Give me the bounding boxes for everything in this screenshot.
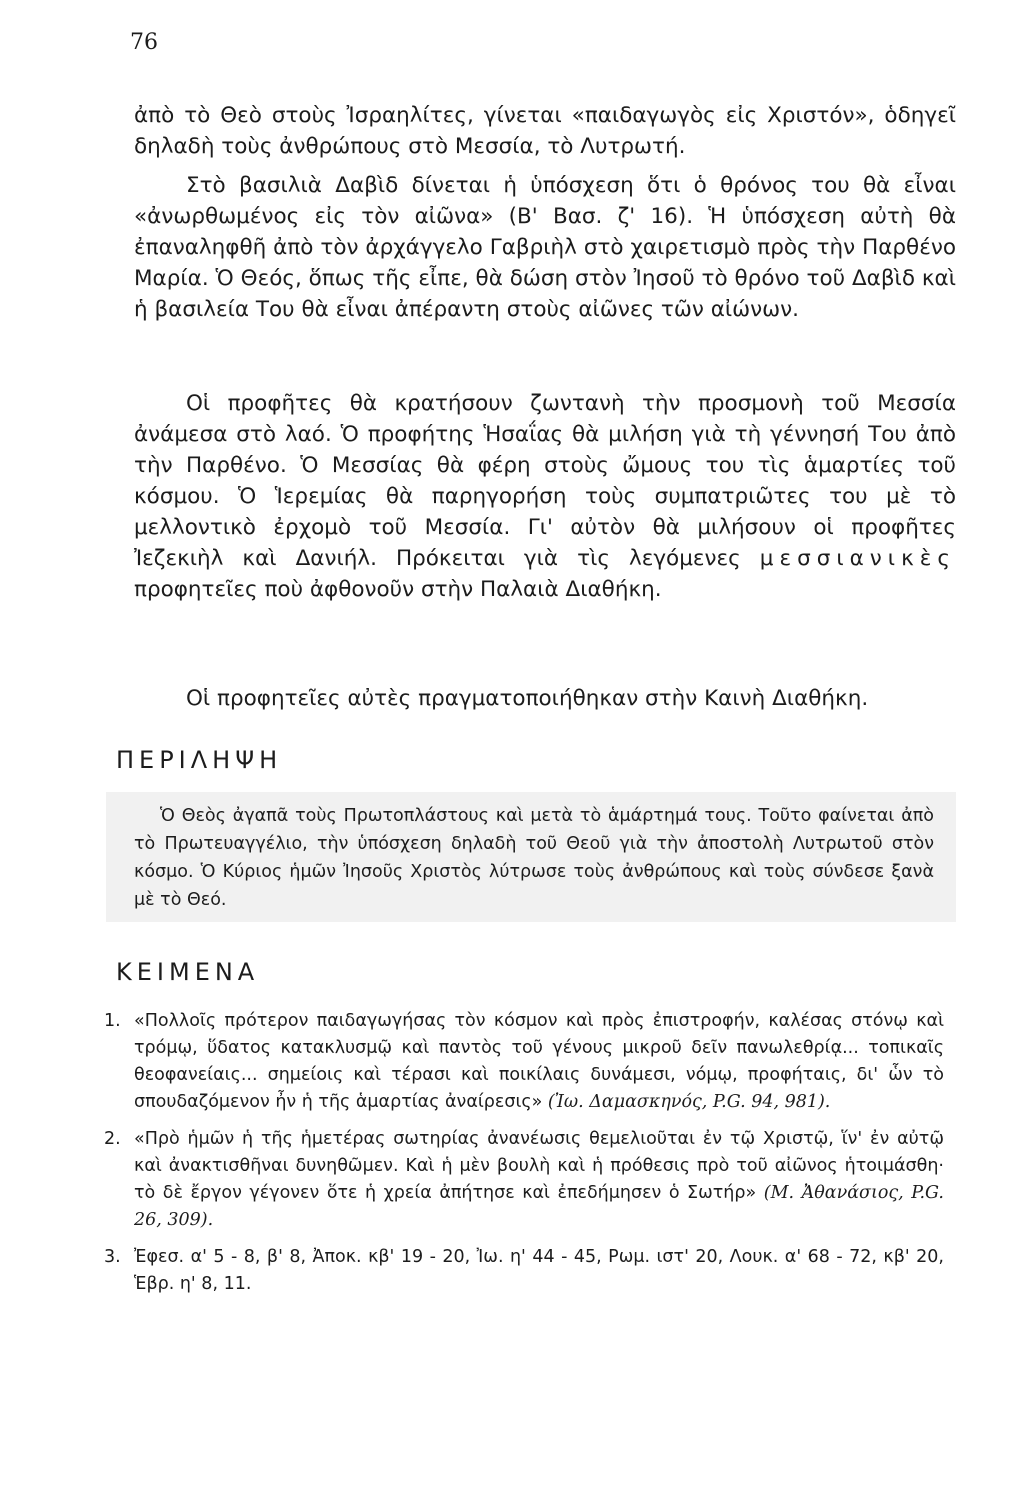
paragraph-1-text: ἀπὸ τὸ Θεὸ στοὺς Ἰσραηλίτες, γίνεται «παιδαγωγὸς εἰς Χριστόν», ὁδηγεῖ δηλαδὴ τοὺς ἀνθρώπους στὸ Μεσσία, τὸ Λυτρωτή. [134, 103, 956, 159]
paragraph-4 [134, 683, 956, 714]
text-item-1 [104, 1008, 944, 1116]
paragraph-3 [134, 388, 956, 605]
text-item-2 [104, 1126, 944, 1234]
texts-list [104, 1008, 944, 1308]
text-item-quote: «Πολλοῖς πρότερον παιδαγωγήσας τὸν κόσμον καὶ πρὸς ἐπιστροφήν, καλέσας στόνῳ καὶ τρόμῳ, ὕδατος κατακλυσμῷ καὶ παντὸς τοῦ γένους μικροῦ δεῖν πανωλεθρίᾳ... τοπικαῖς θεοφανείαις... σημείοις καὶ τέρασι καὶ ποικίλαις δυνάμεσι, νόμῳ, προφήταις, δι' ὧν τὸ σπουδαζόμενον ἦν ἡ τῆς ἁμαρτίας ἀναίρεσις» [134, 1011, 944, 1112]
paragraph-2-text: Στὸ βασιλιὰ Δαβὶδ δίνεται ἡ ὑπόσχεση ὅτι ὁ θρόνος του θὰ εἶναι «ἀνωρθωμένος εἰς τὸν αἰῶνα» (Β' Βασ. ζ' 16). Ἡ ὑπόσχεση αὐτὴ θὰ ἐπαναληφθῆ ἀπὸ τὸν ἀρχάγγελο Γαβριὴλ στὸ χαιρετισμὸ πρὸς τὴν Παρθένο Μαρία. Ὁ Θεός, ὅπως τῆς εἶπε, θὰ δώση στὸν Ἰησοῦ τὸ θρόνο τοῦ Δαβὶδ καὶ ἡ βασιλεία Του θὰ εἶναι ἀπέραντη στοὺς αἰῶνες τῶν αἰώνων. [134, 173, 956, 322]
summary-heading: ΠΕΡΙΛΗΨΗ [116, 746, 283, 774]
text-item-source: (Ἰω. Δαμασκηνός, P.G. 94, 981). [547, 1092, 831, 1112]
paragraph-3-spaced-term: μεσσιανικὲς [759, 546, 956, 571]
page-number: 76 [130, 30, 158, 55]
text-item-number: 2. [104, 1129, 121, 1149]
text-item-quote: «Πρὸ ἡμῶν ἡ τῆς ἡμετέρας σωτηρίας ἀνανέωσις θεμελιοῦται ἐν τῷ Χριστῷ, ἵν' ἐν αὐτῷ καὶ ἀνακτισθῆναι δυνηθῶμεν. Καὶ ἡ μὲν βουλὴ καὶ ἡ πρόθεσις πρὸ τοῦ αἰῶνος ἡτοιμάσθη· τὸ δὲ ἔργον γέγονεν ὅτε ἡ χρεία ἀπήτησε καὶ ἐπεδήμησεν ὁ Σωτήρ» [134, 1129, 944, 1203]
texts-heading: ΚΕΙΜΕΝΑ [116, 958, 260, 986]
text-item-references: Ἐφεσ. α' 5 - 8, β' 8, Ἀποκ. κβ' 19 - 20, Ἰω. η' 44 - 45, Ρωμ. ιστ' 20, Λουκ. α' 68 - 72, κβ' 20, Ἑβρ. η' 8, 11. [134, 1247, 944, 1294]
paragraph-3-after: προφητεῖες ποὺ ἀφθονοῦν στὴν Παλαιὰ Διαθήκη. [134, 577, 662, 602]
summary-text: Ὁ Θεὸς ἀγαπᾶ τοὺς Πρωτοπλάστους καὶ μετὰ τὸ ἁμάρτημά τους. Τοῦτο φαίνεται ἀπὸ τὸ Πρωτευαγγέλιο, τὴν ὑπόσχεση δηλαδὴ τοῦ Θεοῦ γιὰ τὴν ἀποστολὴ Λυτρωτοῦ στὸν κόσμο. Ὁ Κύριος ἡμῶν Ἰησοῦς Χριστὸς λύτρωσε τοὺς ἀνθρώπους καὶ τοὺς σύνδεσε ξανὰ μὲ τὸ Θεό. [134, 806, 934, 910]
text-item-number: 3. [104, 1247, 121, 1267]
paragraph-1 [134, 100, 956, 162]
text-item-number: 1. [104, 1011, 121, 1031]
paragraph-4-text: Οἱ προφητεῖες αὐτὲς πραγματοποιήθηκαν στὴν Καινὴ Διαθήκη. [186, 686, 869, 711]
text-item-3 [104, 1244, 944, 1298]
paragraph-2 [134, 170, 956, 325]
paragraph-3-text [134, 388, 956, 605]
paragraph-3-before: Οἱ προφῆτες θὰ κρατήσουν ζωντανὴ τὴν προσμονὴ τοῦ Μεσσία ἀνάμεσα στὸ λαό. Ὁ προφήτης Ἡσαΐας θὰ μιλήση γιὰ τὴ γέννησή Του ἀπὸ τὴν Παρθένο. Ὁ Μεσσίας θὰ φέρη στοὺς ὤμους του τὶς ἁμαρτίες τοῦ κόσμου. Ὁ Ἱερεμίας θὰ παρηγορήση τοὺς συμπατριῶτες του μὲ τὸ μελλοντικὸ ἐρχομὸ τοῦ Μεσσία. Γι' αὐτὸν θὰ μιλήσουν οἱ προφῆτες Ἰεζεκιὴλ καὶ Δανιήλ. Πρόκειται γιὰ τὶς λεγόμενες [134, 391, 956, 571]
text-item-source: (Μ. Ἀθανάσιος, P.G. 26, 309). [134, 1183, 944, 1230]
